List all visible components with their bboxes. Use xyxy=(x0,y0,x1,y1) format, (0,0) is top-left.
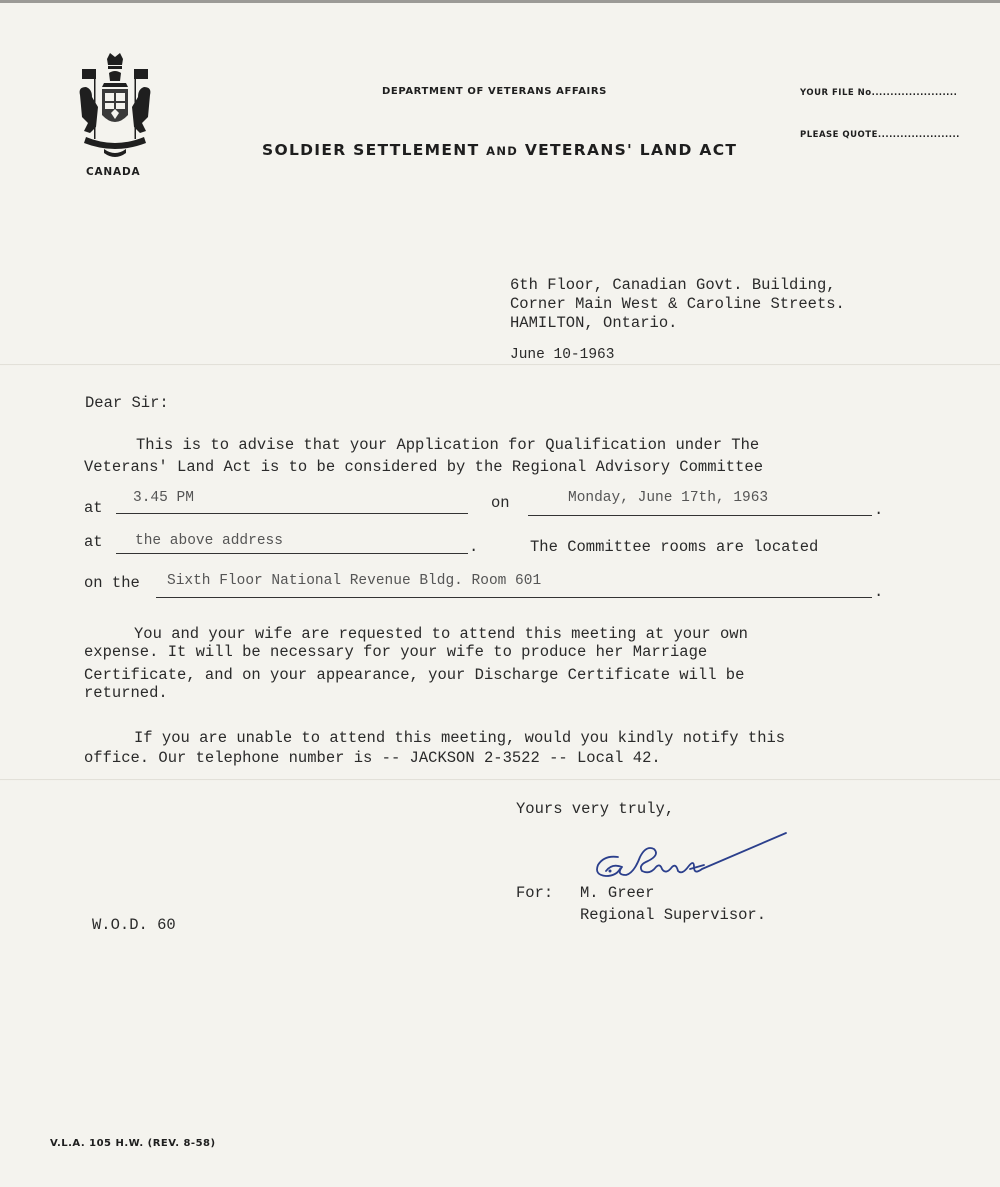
meeting-time-underline xyxy=(116,513,468,514)
paragraph-2-line-1: You and your wife are requested to attend this meeting at your own xyxy=(134,625,748,643)
period-mark: . xyxy=(469,538,479,556)
crest-label: CANADA xyxy=(86,166,141,178)
act-title-part1: SOLDIER SETTLEMENT xyxy=(262,141,480,159)
room-location-value: Sixth Floor National Revenue Bldg. Room 601 xyxy=(167,573,542,589)
act-title-and: AND xyxy=(486,144,519,158)
salutation: Dear Sir: xyxy=(85,394,169,412)
period-mark: . xyxy=(874,583,884,601)
paper-fold-line xyxy=(0,779,1000,781)
on-label: on xyxy=(491,494,510,512)
please-quote-field: PLEASE QUOTE...................... xyxy=(800,130,960,140)
handwritten-signature xyxy=(590,827,790,887)
paragraph-2-line-4: returned. xyxy=(84,684,168,702)
form-number: V.L.A. 105 H.W. (REV. 8-58) xyxy=(50,1138,216,1149)
act-title-part2: VETERANS' LAND ACT xyxy=(524,141,738,159)
period-mark: . xyxy=(874,501,884,519)
address-line-2: Corner Main West & Caroline Streets. xyxy=(510,295,845,313)
paragraph-2-line-3: Certificate, and on your appearance, your Discharge Certificate will be xyxy=(84,666,745,684)
paragraph-3-line-2: office. Our telephone number is -- JACKSON 2-3522 -- Local 42. xyxy=(84,749,661,767)
meeting-place-underline xyxy=(116,553,468,554)
address-line-1: 6th Floor, Canadian Govt. Building, xyxy=(510,276,836,294)
paragraph-3-line-1: If you are unable to attend this meeting, would you kindly notify this xyxy=(134,729,786,747)
at-label-2: at xyxy=(84,533,103,551)
coat-of-arms-icon xyxy=(74,49,156,165)
letter-date: June 10-1963 xyxy=(510,347,615,363)
meeting-date-underline xyxy=(528,515,872,516)
room-location-underline xyxy=(156,597,872,598)
at-label: at xyxy=(84,499,103,517)
your-file-number-field: YOUR FILE No....................... xyxy=(800,88,958,98)
on-the-label: on the xyxy=(84,574,140,592)
for-label: For: xyxy=(516,884,554,902)
act-title xyxy=(262,141,737,159)
address-line-3: HAMILTON, Ontario. xyxy=(510,314,678,332)
reference-code: W.O.D. 60 xyxy=(92,916,176,934)
paragraph-2-line-2: expense. It will be necessary for your wife to produce her Marriage xyxy=(84,643,708,661)
paragraph-1-line-1: This is to advise that your Application for Qualification under The xyxy=(136,436,760,454)
paragraph-1-line-2: Veterans' Land Act is to be considered by the Regional Advisory Committee xyxy=(84,458,764,476)
signatory-title: Regional Supervisor. xyxy=(580,906,767,924)
department-name: DEPARTMENT OF VETERANS AFFAIRS xyxy=(382,86,607,97)
paper-fold-line xyxy=(0,364,1000,366)
meeting-place-value: the above address xyxy=(135,533,283,549)
signatory-name: M. Greer xyxy=(580,884,655,902)
meeting-time-value: 3.45 PM xyxy=(133,490,194,506)
closing: Yours very truly, xyxy=(516,800,675,818)
meeting-date-value: Monday, June 17th, 1963 xyxy=(568,490,769,506)
committee-rooms-text: The Committee rooms are located xyxy=(530,538,819,556)
